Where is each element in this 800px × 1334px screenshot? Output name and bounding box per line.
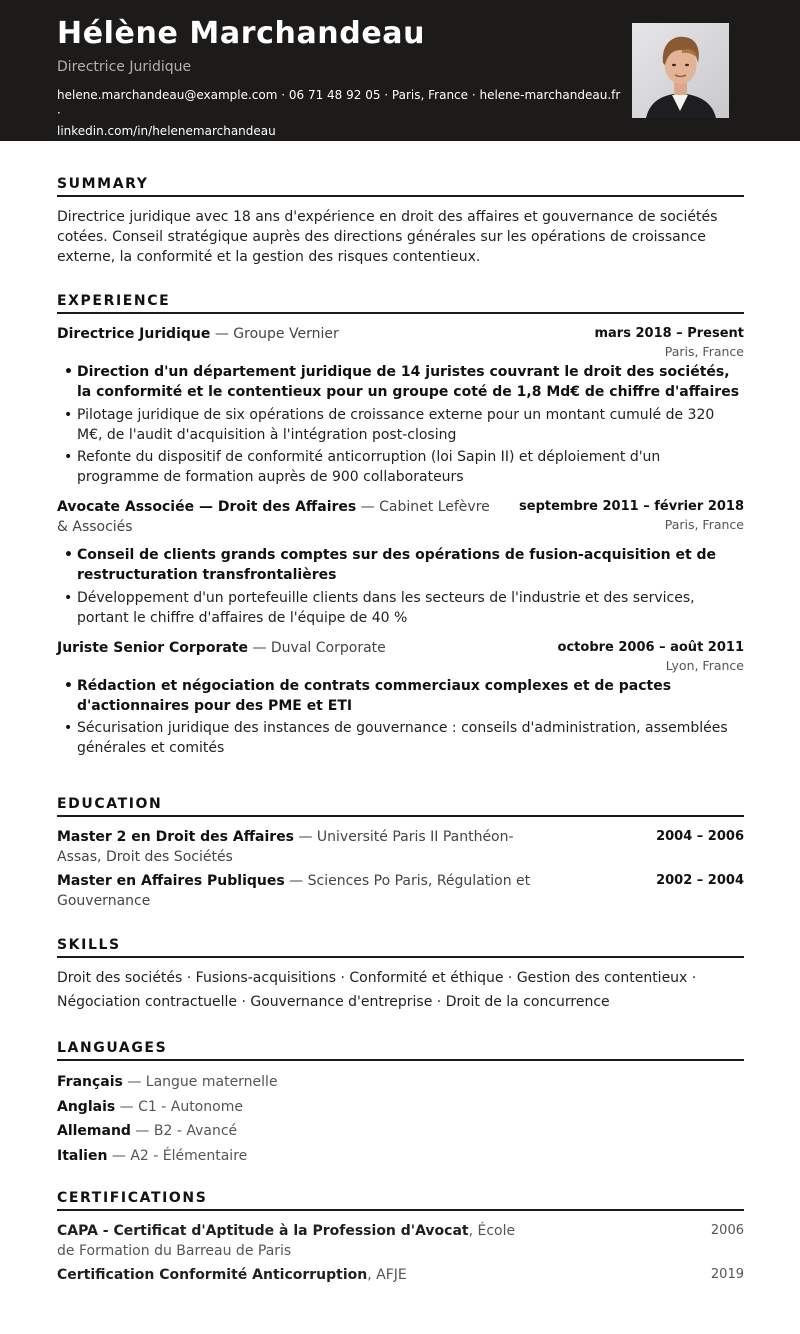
experience-section [57,293,744,761]
summary-text: Directrice juridique avec 18 ans d'expérience en droit des affaires et gouvernance de sociétés cotées. Conseil stratégique auprès des directions générales sur les opérations de croissance externe, la conformité et la gestion des risques contentieux. [57,209,718,265]
list-item: Allemand — B2 - Avancé [57,1123,238,1139]
degree-name: Master en Affaires Publiques [57,873,285,889]
school-name: Sciences Po Paris, Régulation et Gouvernance [57,873,531,909]
experience-heading: EXPERIENCE [57,293,744,314]
profile-photo [632,23,729,118]
contact-line-2: linkedin.com/in/helenemarchandeau [57,124,276,138]
education-entry [57,827,744,867]
language-name: Anglais [57,1098,116,1115]
candidate-name: Hélène Marchandeau [57,16,426,51]
job-company: Cabinet Lefèvre & Associés [57,499,490,535]
job-title-line: Avocate Associée — Droit des Affaires — Cabinet Lefèvre & Associés [57,499,490,535]
list-item: Anglais — C1 - Autonome [57,1098,243,1115]
languages-list [57,1072,744,1166]
language-level: A2 - Élémentaire [130,1147,248,1164]
list-item: Français — Langue maternelle [57,1074,278,1090]
language-name: Italien [57,1147,108,1164]
language-name: Français [57,1074,123,1090]
school-name: Université Paris II Panthéon-Assas, Droit des Sociétés [57,829,514,865]
job-location: Lyon, France [665,657,744,673]
certification-entry [57,1265,744,1285]
job-entry [57,497,744,628]
education-dates: 2002 – 2004 [656,873,744,888]
job-dates: octobre 2006 – août 2011 [557,639,744,655]
certification-year: 2006 [710,1223,744,1238]
list-item: • Rédaction et négociation de contrats commerciaux complexes et de pactes d'actionnaires pour des PME et ETI [77,676,744,716]
job-company: Groupe Vernier [233,326,339,342]
job-dates: septembre 2011 – février 2018 [519,499,744,514]
languages-heading: LANGUAGES [57,1040,744,1061]
job-title-line: Juriste Senior Corporate — Duval Corporate [57,639,386,656]
job-role: Directrice Juridique [57,326,211,342]
list-item: • Direction d'un département juridique de 14 juristes couvrant le droit des sociétés, la conformité et le contentieux pour un groupe coté de 1,8 Md€ de chiffre d'affaires [77,362,744,402]
list-item: • Sécurisation juridique des instances de gouvernance : conseils d'administration, assemblées générales et comités [77,718,744,758]
skills-list: Droit des sociétés · Fusions-acquisitions · Conformité et éthique · Gestion des contentieux · Négociation contractuelle · Gouvernance d'entreprise · Droit de la concurrence [57,970,697,1010]
list-item: Italien — A2 - Élémentaire [57,1147,248,1164]
contact-info [57,86,627,140]
job-role: Avocate Associée — Droit des Affaires [57,499,357,515]
language-name: Allemand [57,1123,131,1139]
job-meta [594,324,744,360]
skills-section [57,937,744,1014]
certifications-heading: CERTIFICATIONS [57,1190,744,1211]
job-meta [558,638,744,674]
list-item: • Développement d'un portefeuille clients dans les secteurs de l'industrie et des services, portant le chiffre d'affaires de l'équipe de 40 % [77,588,744,628]
language-level: B2 - Avancé [153,1123,238,1139]
job-entry [57,638,744,759]
job-entry [57,324,744,487]
certifications-section [57,1190,744,1285]
job-bullets [57,676,744,759]
certification-line: Certification Conformité Anticorruption, AFJE [57,1267,407,1283]
certification-line: CAPA - Certificat d'Aptitude à la Profession d'Avocat, École de Formation du Barreau de Paris [57,1223,516,1259]
languages-section [57,1040,744,1170]
certification-entry [57,1221,744,1261]
job-bullets [57,362,744,487]
resume-header [0,0,800,141]
skills-heading: SKILLS [57,937,744,958]
portrait-image [632,23,729,118]
job-bullets [57,545,744,628]
education-entry [57,871,744,911]
contact-line-1: helene.marchandeau@example.com · 06 71 48 92 05 · Paris, France · helene-marchandeau.fr · [57,88,621,120]
education-line: Master 2 en Droit des Affaires — Université Paris II Panthéon-Assas, Droit des Sociétés [57,829,514,865]
list-item: • Conseil de clients grands comptes sur des opérations de fusion-acquisition et de restructuration transfrontalières [77,545,744,585]
education-section [57,796,744,911]
job-role: Juriste Senior Corporate [57,639,248,656]
job-company: Duval Corporate [270,639,386,656]
language-level: Langue maternelle [145,1074,278,1090]
summary-heading: SUMMARY [57,176,744,197]
education-dates: 2004 – 2006 [656,829,744,844]
job-meta [519,497,744,533]
education-line: Master en Affaires Publiques — Sciences Po Paris, Régulation et Gouvernance [57,873,531,909]
certification-issuer: AFJE [376,1267,407,1283]
job-dates: mars 2018 – Present [594,326,744,341]
list-item: • Pilotage juridique de six opérations de croissance externe pour un montant cumulé de 320 M€, de l'audit d'acquisition à l'intégration post-closing [77,405,744,445]
list-item: • Refonte du dispositif de conformité anticorruption (loi Sapin II) et déploiement d'un programme de formation auprès de 900 collaborateurs [77,447,744,487]
job-title-line: Directrice Juridique — Groupe Vernier [57,326,339,342]
certification-name: CAPA - Certificat d'Aptitude à la Profession d'Avocat [57,1223,469,1239]
degree-name: Master 2 en Droit des Affaires [57,829,295,845]
candidate-title: Directrice Juridique [57,59,192,75]
language-level: C1 - Autonome [138,1098,243,1115]
summary-section [57,176,744,267]
certification-issuer: École de Formation du Barreau de Paris [57,1223,516,1259]
education-heading: EDUCATION [57,796,744,817]
job-location: Paris, France [664,344,744,359]
certification-name: Certification Conformité Anticorruption [57,1267,368,1283]
certification-year: 2019 [710,1267,744,1282]
job-location: Paris, France [664,517,744,532]
